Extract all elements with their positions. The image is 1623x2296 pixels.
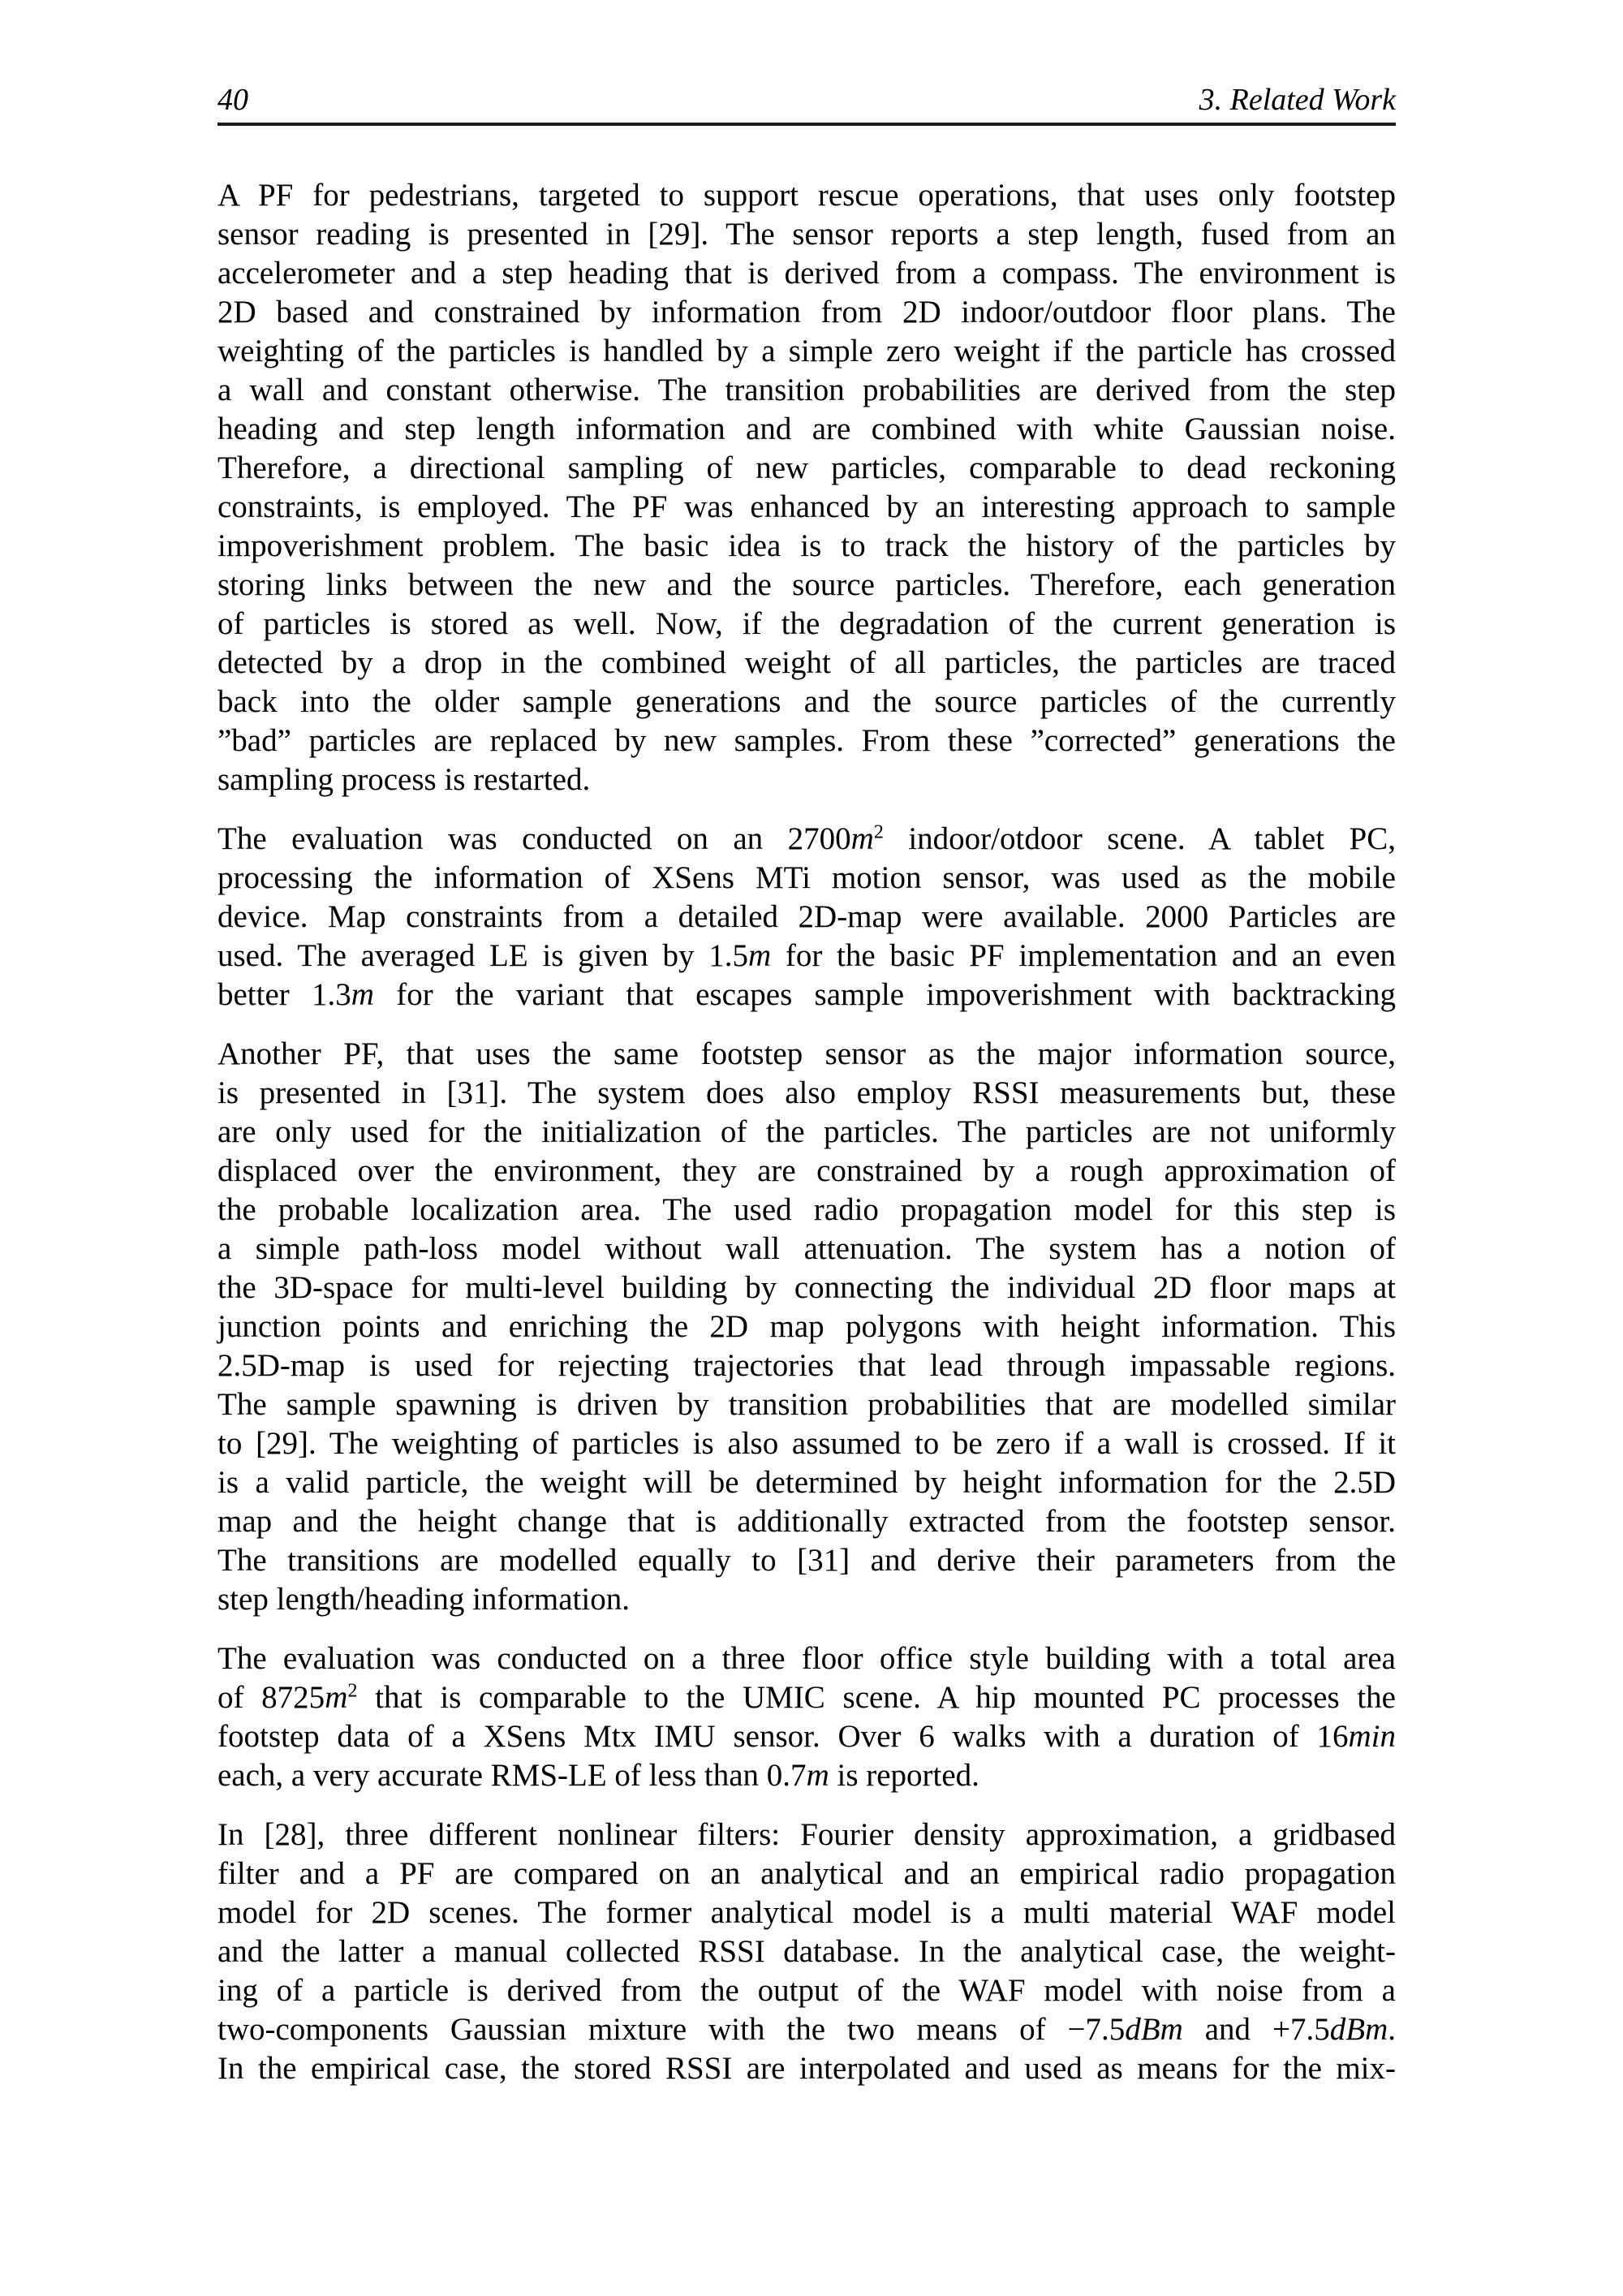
- chapter-title: 3. Related Work: [1199, 83, 1396, 117]
- text-line: the probable localization area. The used radio propagation model for this step is: [217, 1192, 1396, 1227]
- text-line: used. The averaged LE is given by 1.5m for the basic PF implementation and an even: [217, 938, 1396, 973]
- page-content: [217, 84, 1396, 2088]
- body-text: [217, 176, 1396, 2088]
- text-line: are only used for the initialization of the particles. The particles are not uniformly: [217, 1114, 1396, 1149]
- text-line: two-components Gaussian mixture with the two means of −7.5dBm and +7.5dBm.: [217, 2012, 1396, 2047]
- text-line: sampling process is restarted.: [217, 762, 591, 797]
- paragraph: [217, 1639, 1396, 1795]
- text-line: and the latter a manual collected RSSI database. In the analytical case, the weight-: [217, 1934, 1396, 1969]
- text-line: model for 2D scenes. The former analytical model is a multi material WAF model: [217, 1895, 1396, 1930]
- paragraph: [217, 1816, 1396, 2088]
- text-line: impoverishment problem. The basic idea is to track the history of the particles by: [217, 528, 1396, 563]
- text-line: filter and a PF are compared on an analytical and an empirical radio propagation: [217, 1856, 1396, 1891]
- text-line: In [28], three different nonlinear filters: Fourier density approximation, a gridbased: [217, 1817, 1396, 1852]
- text-line: ”bad” particles are replaced by new samples. From these ”corrected” generations the: [217, 723, 1396, 758]
- page-number: 40: [217, 83, 248, 117]
- text-line: to [29]. The weighting of particles is also assumed to be zero if a wall is crossed. If it: [217, 1426, 1396, 1461]
- text-line: The transitions are modelled equally to [31] and derive their parameters from the: [217, 1543, 1396, 1578]
- text-line: The evaluation was conducted on an $2700m^2$ indoor/otdoor scene. A tablet PC,: [217, 821, 1396, 856]
- text-line: A PF for pedestrians, targeted to support rescue operations, that uses only footstep: [217, 178, 1396, 213]
- text-line: a simple path-loss model without wall attenuation. The system has a notion of: [217, 1231, 1396, 1266]
- paragraph: [217, 820, 1396, 1014]
- text-line: The evaluation was conducted on a three floor office style building with a total area: [217, 1641, 1396, 1676]
- text-line: map and the height change that is additionally extracted from the footstep sensor.: [217, 1504, 1396, 1539]
- text-line: junction points and enriching the 2D map polygons with height information. This: [217, 1309, 1396, 1344]
- text-line: 2D based and constrained by information from 2D indoor/outdoor floor plans. The: [217, 295, 1396, 330]
- text-line: back into the older sample generations and the source particles of the currently: [217, 684, 1396, 719]
- text-line: is presented in [31]. The system does also employ RSSI measurements but, these: [217, 1075, 1396, 1110]
- text-line: better 1.3m for the variant that escapes sample impoverishment with backtracking: [217, 977, 1396, 1012]
- text-line: of $8725m^2$ that is comparable to the UMIC scene. A hip mounted PC processes the: [217, 1679, 1396, 1715]
- header-rule: [217, 123, 1396, 126]
- text-line: footstep data of a XSens Mtx IMU sensor. Over 6 walks with a duration of 16min: [217, 1719, 1396, 1754]
- text-line: Another PF, that uses the same footstep sensor as the major information source,: [217, 1036, 1396, 1071]
- text-line: ing of a particle is derived from the output of the WAF model with noise from a: [217, 1973, 1396, 2008]
- text-line: a wall and constant otherwise. The transition probabilities are derived from the step: [217, 373, 1396, 407]
- text-line: storing links between the new and the source particles. Therefore, each generation: [217, 567, 1396, 602]
- paragraph: [217, 1035, 1396, 1619]
- text-line: is a valid particle, the weight will be determined by height information for the 2.5D: [217, 1465, 1396, 1500]
- text-line: weighting of the particles is handled by a simple zero weight if the particle has crossed: [217, 334, 1396, 368]
- text-line: constraints, is employed. The PF was enhanced by an interesting approach to sample: [217, 489, 1396, 524]
- text-line: device. Map constraints from a detailed 2D-map were available. 2000 Particles are: [217, 899, 1396, 934]
- text-line: accelerometer and a step heading that is derived from a compass. The environment is: [217, 256, 1396, 291]
- text-line: 2.5D-map is used for rejecting trajectories that lead through impassable regions.: [217, 1348, 1396, 1383]
- text-line: displaced over the environment, they are constrained by a rough approximation of: [217, 1153, 1396, 1188]
- text-line: sensor reading is presented in [29]. The sensor reports a step length, fused from an: [217, 217, 1396, 252]
- text-line: the 3D-space for multi-level building by connecting the individual 2D floor maps at: [217, 1270, 1396, 1305]
- page-header: [217, 84, 1396, 115]
- text-line: The sample spawning is driven by transition probabilities that are modelled similar: [217, 1387, 1396, 1422]
- text-line: detected by a drop in the combined weight of all particles, the particles are traced: [217, 645, 1396, 680]
- text-line: heading and step length information and are combined with white Gaussian noise.: [217, 411, 1396, 446]
- text-line: Therefore, a directional sampling of new particles, comparable to dead reckoning: [217, 450, 1396, 485]
- text-line: step length/heading information.: [217, 1582, 630, 1617]
- text-line: of particles is stored as well. Now, if the degradation of the current generation is: [217, 606, 1396, 641]
- text-line: In the empirical case, the stored RSSI are interpolated and used as means for the mix-: [217, 2051, 1396, 2086]
- paragraph: [217, 176, 1396, 799]
- text-line: processing the information of XSens MTi motion sensor, was used as the mobile: [217, 860, 1396, 895]
- text-line: each, a very accurate RMS-LE of less than 0.7m is reported.: [217, 1758, 979, 1793]
